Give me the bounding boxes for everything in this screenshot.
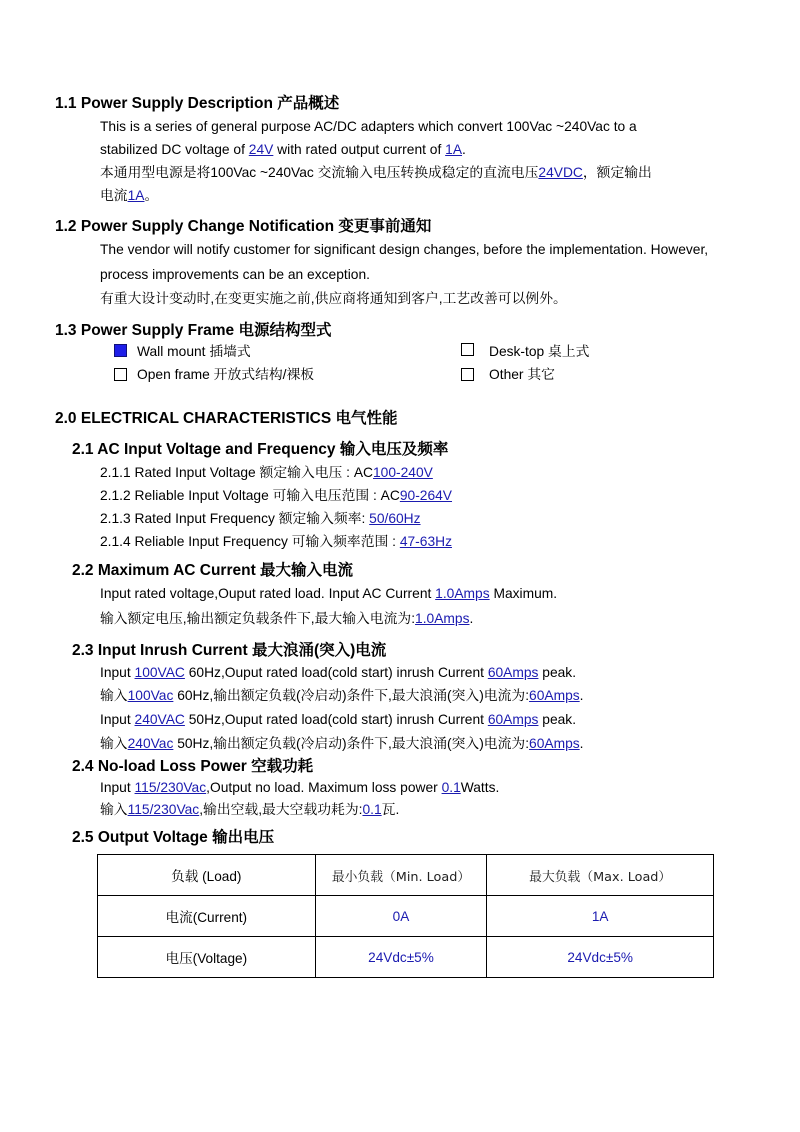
other-label: Other 其它 [489, 367, 555, 382]
min-load-current: 0A [315, 896, 487, 937]
inrush-current-2: 60Amps [487, 712, 539, 727]
inrush-input-voltage-1: 100VAC [134, 665, 185, 680]
noload-loss-value-cn: 0.1 [362, 802, 382, 817]
table-header-row [98, 855, 714, 896]
max-load-current: 1A [487, 896, 714, 937]
rated-current-value: 1A [445, 142, 463, 157]
s11-line-2: stabilized DC voltage of 24V with rated output current of 1A. [100, 142, 466, 157]
reliable-input-frequency: 2.1.4 Reliable Input Frequency 可输入频率范围 : 47-63Hz [100, 534, 452, 549]
inrush-input-voltage-2: 240VAC [134, 712, 185, 727]
s11-line-3: 本通用型电源是将100Vac ~240Vac 交流输入电压转换成稳定的直流电压24VDC，额定输出 [100, 165, 652, 180]
rated-current-cn-value: 1A [127, 188, 145, 203]
rated-voltage-value: 24V [248, 142, 274, 157]
s12-line-3: 有重大设计变动时,在变更实施之前,供应商将通知到客户,工艺改善可以例外。 [100, 291, 567, 306]
other-checkbox[interactable] [461, 368, 474, 381]
section-1-1-title: 1.1 Power Supply Description 产品概述 [55, 95, 340, 112]
table-row [98, 896, 714, 937]
reliable-input-voltage-value: 90-264V [399, 488, 453, 503]
noload-loss-value: 0.1 [441, 780, 461, 795]
rated-voltage-cn-value: 24VDC [538, 165, 583, 180]
s22-line-2: 输入额定电压,输出额定负载条件下,最大输入电流为:1.0Amps. [100, 611, 474, 626]
noload-input-voltage: 115/230Vac [134, 780, 207, 795]
header-min-load: 最小负载（Min. Load） [315, 855, 487, 896]
row-label-voltage: 电压(Voltage) [98, 937, 316, 978]
rated-input-frequency-value: 50/60Hz [369, 511, 421, 526]
noload-input-voltage-cn: 115/230Vac [127, 802, 200, 817]
max-load-voltage: 24Vdc±5% [487, 937, 714, 978]
section-2-0-title: 2.0 ELECTRICAL CHARACTERISTICS 电气性能 [55, 410, 398, 427]
output-voltage-table [97, 854, 714, 978]
wall-mount-label: Wall mount 插墙式 [137, 344, 251, 359]
max-ac-current-value: 1.0Amps [435, 586, 490, 601]
section-2-2-title: 2.2 Maximum AC Current 最大输入电流 [72, 562, 354, 579]
s24-line-2: 输入115/230Vac,输出空载,最大空载功耗为:0.1瓦. [100, 802, 400, 817]
reliable-input-voltage: 2.1.2 Reliable Input Voltage 可输入电压范围 : AC90-264V [100, 488, 453, 503]
desk-top-label: Desk-top 桌上式 [489, 344, 590, 359]
desk-top-checkbox[interactable] [461, 343, 474, 356]
s24-line-1: Input 115/230Vac,Output no load. Maximum loss power 0.1Watts. [100, 780, 500, 795]
open-frame-checkbox[interactable] [114, 368, 127, 381]
s12-line-2: process improvements can be an exception. [100, 267, 370, 282]
s23-line-3: Input 240VAC 50Hz,Ouput rated load(cold start) inrush Current 60Amps peak. [100, 712, 577, 727]
wall-mount-checkbox[interactable] [114, 344, 127, 357]
open-frame-label: Open frame 开放式结构/裸板 [137, 367, 315, 382]
inrush-current-2-cn: 60Amps [529, 736, 580, 751]
section-1-3-title: 1.3 Power Supply Frame 电源结构型式 [55, 322, 332, 339]
s11-line-4: 电流1A。 [100, 188, 159, 203]
s11-line-1: This is a series of general purpose AC/DC adapters which convert 100Vac ~240Vac to a [100, 119, 637, 134]
section-2-5-title: 2.5 Output Voltage 输出电压 [72, 829, 275, 846]
rated-input-frequency: 2.1.3 Rated Input Frequency 额定输入频率: 50/60Hz [100, 511, 421, 526]
inrush-current-1: 60Amps [487, 665, 539, 680]
s22-line-1: Input rated voltage,Ouput rated load. Input AC Current 1.0Amps Maximum. [100, 586, 558, 601]
inrush-input-voltage-2-cn: 240Vac [127, 736, 174, 751]
section-2-1-title: 2.1 AC Input Voltage and Frequency 输入电压及频率 [72, 441, 449, 458]
reliable-input-frequency-value: 47-63Hz [399, 534, 452, 549]
s23-line-2: 输入100Vac 60Hz,输出额定负载(冷启动)条件下,最大浪涌(突入)电流为:60Amps. [100, 688, 584, 703]
max-ac-current-cn-value: 1.0Amps [415, 611, 470, 626]
min-load-voltage: 24Vdc±5% [315, 937, 487, 978]
section-1-2-title: 1.2 Power Supply Change Notification 变更事前通知 [55, 218, 432, 235]
header-load: 负载 (Load) [98, 855, 316, 896]
rated-input-voltage: 2.1.1 Rated Input Voltage 额定输入电压 : AC100-240V [100, 465, 433, 480]
rated-input-voltage-value: 100-240V [373, 465, 433, 480]
inrush-current-1-cn: 60Amps [529, 688, 580, 703]
section-2-3-title: 2.3 Input Inrush Current 最大浪涌(突入)电流 [72, 642, 387, 659]
s23-line-1: Input 100VAC 60Hz,Ouput rated load(cold start) inrush Current 60Amps peak. [100, 665, 577, 680]
inrush-input-voltage-1-cn: 100Vac [127, 688, 174, 703]
header-max-load: 最大负载（Max. Load） [487, 855, 714, 896]
table-row [98, 937, 714, 978]
s23-line-4: 输入240Vac 50Hz,输出额定负载(冷启动)条件下,最大浪涌(突入)电流为:60Amps. [100, 736, 584, 751]
section-2-4-title: 2.4 No-load Loss Power 空载功耗 [72, 758, 314, 775]
row-label-current: 电流(Current) [98, 896, 316, 937]
s12-line-1: The vendor will notify customer for significant design changes, before the implementation. However, [100, 242, 709, 257]
